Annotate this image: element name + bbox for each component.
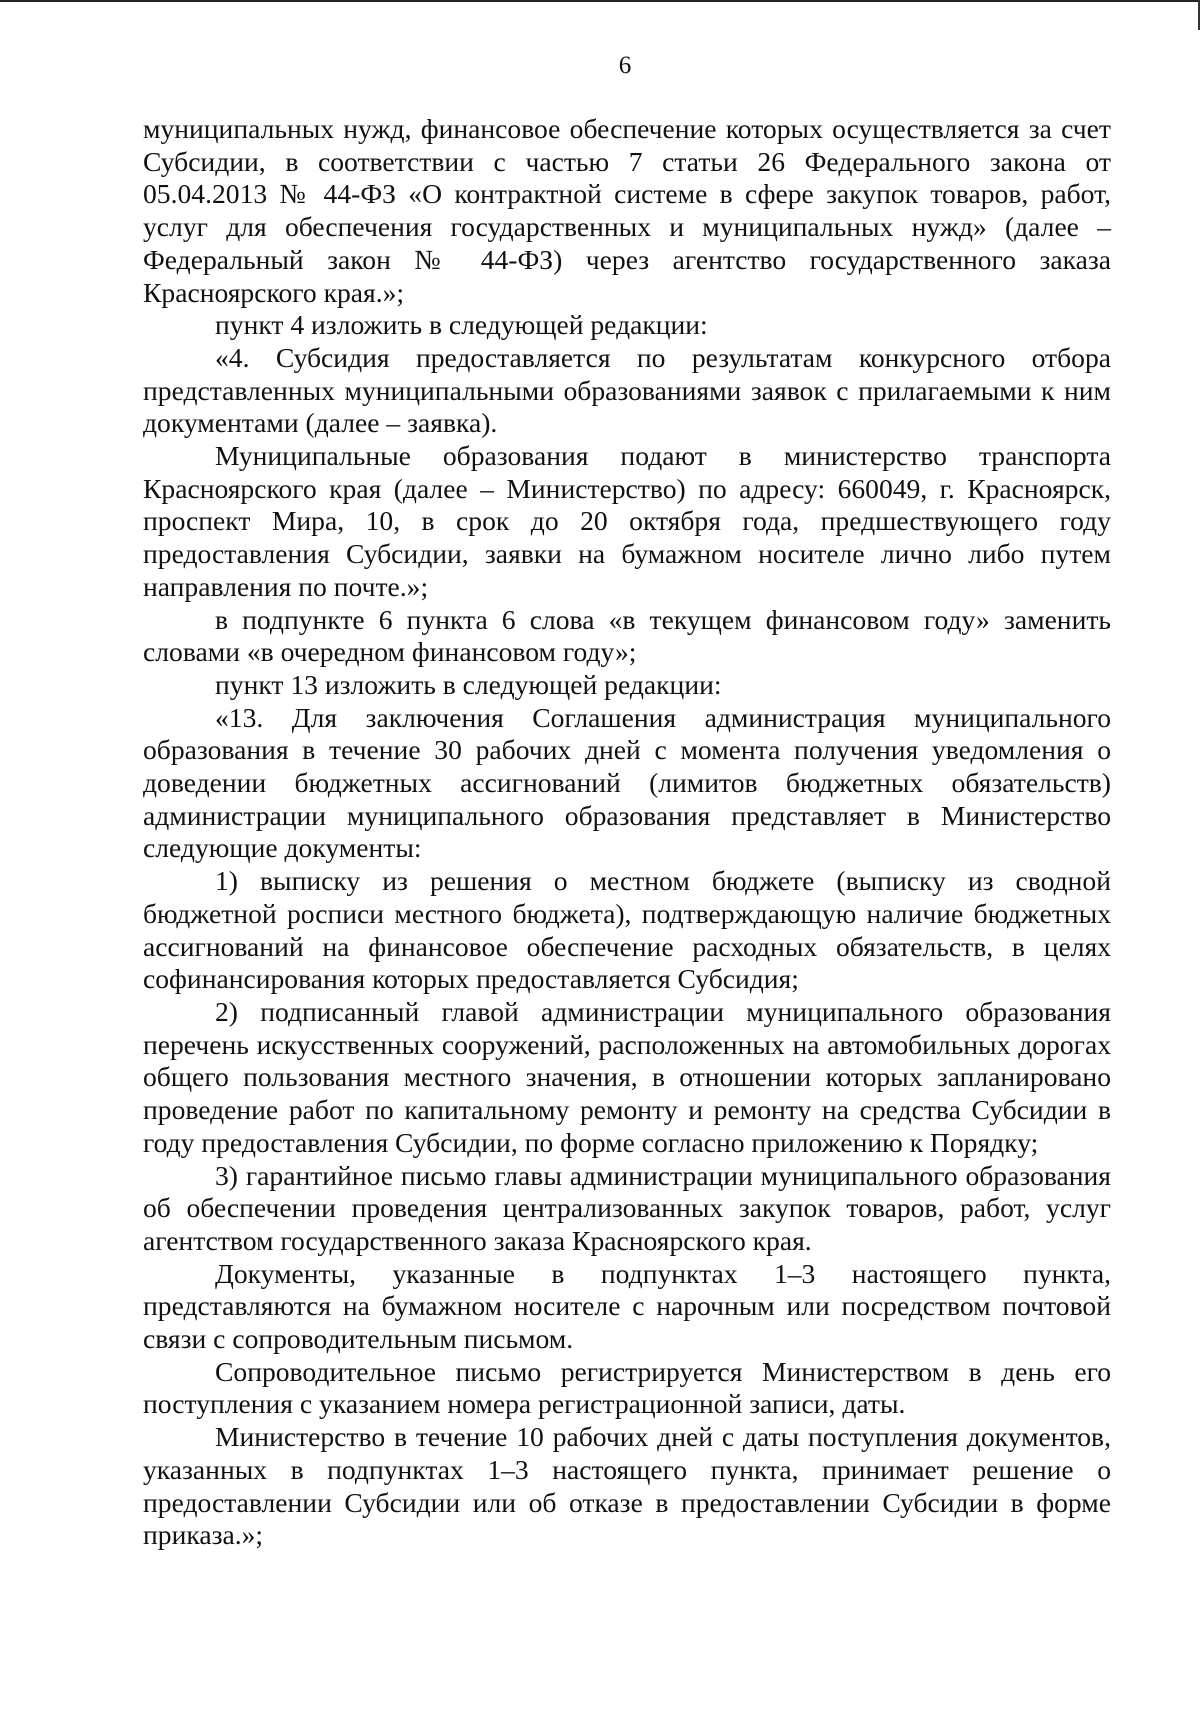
paragraph-amend-point-13: пункт 13 изложить в следующей редакции: xyxy=(215,668,722,700)
scan-edge-top xyxy=(0,0,1200,2)
paragraph-cover-letter: Сопроводительное письмо регистрируется Министерством в день его поступления с указанием номера регистрационной записи, даты. xyxy=(143,1355,1111,1420)
paragraph-amend-subpoint-6: в подпункте 6 пункта 6 слова «в текущем финансовом году» заменить словами «в очередном финансовом году»; xyxy=(143,603,1111,668)
paragraph-point-13: «13. Для заключения Соглашения администрация муниципального образования в течение 30 рабочих дней с момента получения уведомления о доведении бюджетных ассигнований (лимитов бюджетных обязательств) администрации муниципального образования представляет в Министерство следующие документы: xyxy=(143,701,1111,864)
paragraph-point-4: «4. Субсидия предоставляется по результатам конкурсного отбора представленных муниципальными образованиями заявок с прилагаемыми к ним документами (далее – заявка). xyxy=(143,341,1111,439)
paragraph-amend-point-4: пункт 4 изложить в следующей редакции: xyxy=(215,309,708,341)
page-number: 6 xyxy=(618,52,632,79)
list-item-1: 1) выписку из решения о местном бюджете (выписку из сводной бюджетной росписи местного бюджета), подтверждающую наличие бюджетных ассигнований на финансовое обеспечение расходных обязательств, в целях софинансирования которых предоставляется Субсидия; xyxy=(143,865,1111,995)
paragraph-decision: Министерство в течение 10 рабочих дней с даты поступления документов, указанных в подпунктах 1–3 настоящего пункта, принимает решение о предоставлении Субсидии или об отказе в предоставлении Субсидии в форме приказа.»; xyxy=(143,1421,1111,1551)
list-item-2: 2) подписанный главой администрации муниципального образования перечень искусственных сооружений, расположенных на автомобильных дорогах общего пользования местного значения, в отношении которых запланировано проведение работ по капитальному ремонту и ремонту на средства Субсидии в году предоставления Субсидии, по форме согласно приложению к Порядку; xyxy=(143,995,1111,1158)
list-item-3: 3) гарантийное письмо главы администрации муниципального образования об обеспечении проведения централизованных закупок товаров, работ, услуг агентством государственного заказа Красноярского края. xyxy=(143,1159,1111,1256)
paragraph-continuation: муниципальных нужд, финансовое обеспечение которых осуществляется за счет Субсидии, в соответствии с частью 7 статьи 26 Федерального закона от 05.04.2013 № 44-ФЗ «О контрактной системе в сфере закупок товаров, работ, услуг для обеспечения государственных и муниципальных нужд» (далее – Федеральный закон № 44-ФЗ) через агентство государственного заказа Красноярского края.»; xyxy=(143,113,1111,308)
paragraph-documents: Документы, указанные в подпунктах 1–3 настоящего пункта, представляются на бумажном носителе с нарочным или посредством почтовой связи с сопроводительным письмом. xyxy=(143,1257,1111,1355)
document-body xyxy=(143,113,1111,1552)
paragraph-applications: Муниципальные образования подают в министерство транспорта Красноярского края (далее – Министерство) по адресу: 660049, г. Красноярск, проспект Мира, 10, в срок до 20 октября года, предшествующего году предоставления Субсидии, заявки на бумажном носителе лично либо путем направления по почте.»; xyxy=(143,440,1111,602)
